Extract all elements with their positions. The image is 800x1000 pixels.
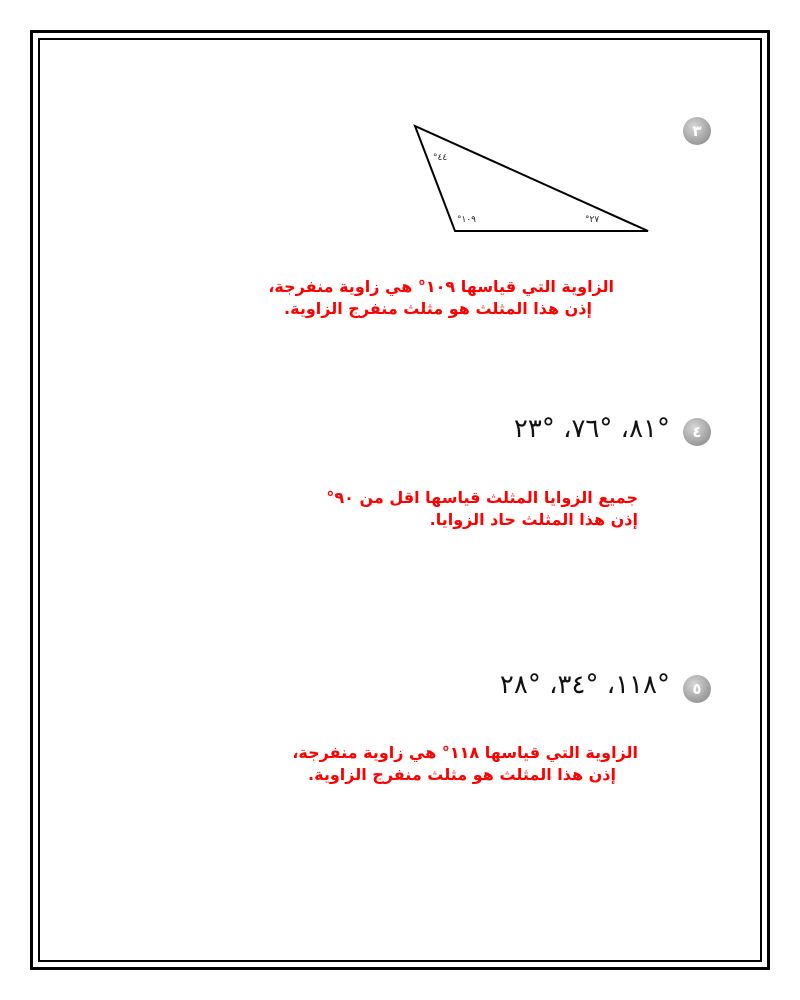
problem-3-answer bbox=[268, 276, 614, 320]
problem-3-number-badge: ٣ bbox=[683, 117, 711, 145]
problem-5-answer bbox=[292, 742, 638, 786]
problem-4-number-badge: ٤ bbox=[683, 418, 711, 446]
problem-3-triangle bbox=[405, 118, 655, 238]
problem-5-number-badge: ٥ bbox=[683, 675, 711, 703]
problem-4-answer bbox=[326, 487, 638, 531]
answer-line-2: إذن هذا المثلث هو مثلث منفرج الزاوية. bbox=[308, 765, 616, 784]
problem-4-angles: °٨١، °٧٦، °٢٣ bbox=[513, 414, 670, 444]
answer-line-2: إذن هذا المثلث حاد الزوايا. bbox=[429, 510, 638, 529]
problem-5-angles: °١١٨، °٣٤، °٢٨ bbox=[499, 670, 670, 700]
angle-label-bottom-right: °٢٧ bbox=[585, 215, 600, 225]
triangle-shape bbox=[415, 126, 648, 231]
answer-line-2: إذن هذا المثلث هو مثلث منفرج الزاوية. bbox=[284, 299, 592, 318]
answer-line-1: الزاوية التي قياسها ١١٨° هي زاوية منفرجة، bbox=[292, 743, 638, 762]
angle-label-top: °٤٤ bbox=[433, 153, 448, 163]
angle-label-bottom-left: °١٠٩ bbox=[457, 215, 477, 225]
answer-line-1: الزاوية التي قياسها ١٠٩° هي زاوية منفرجة، bbox=[268, 277, 614, 296]
answer-line-1: جميع الزوايا المثلث قياسها اقل من ٩٠° bbox=[326, 488, 638, 507]
